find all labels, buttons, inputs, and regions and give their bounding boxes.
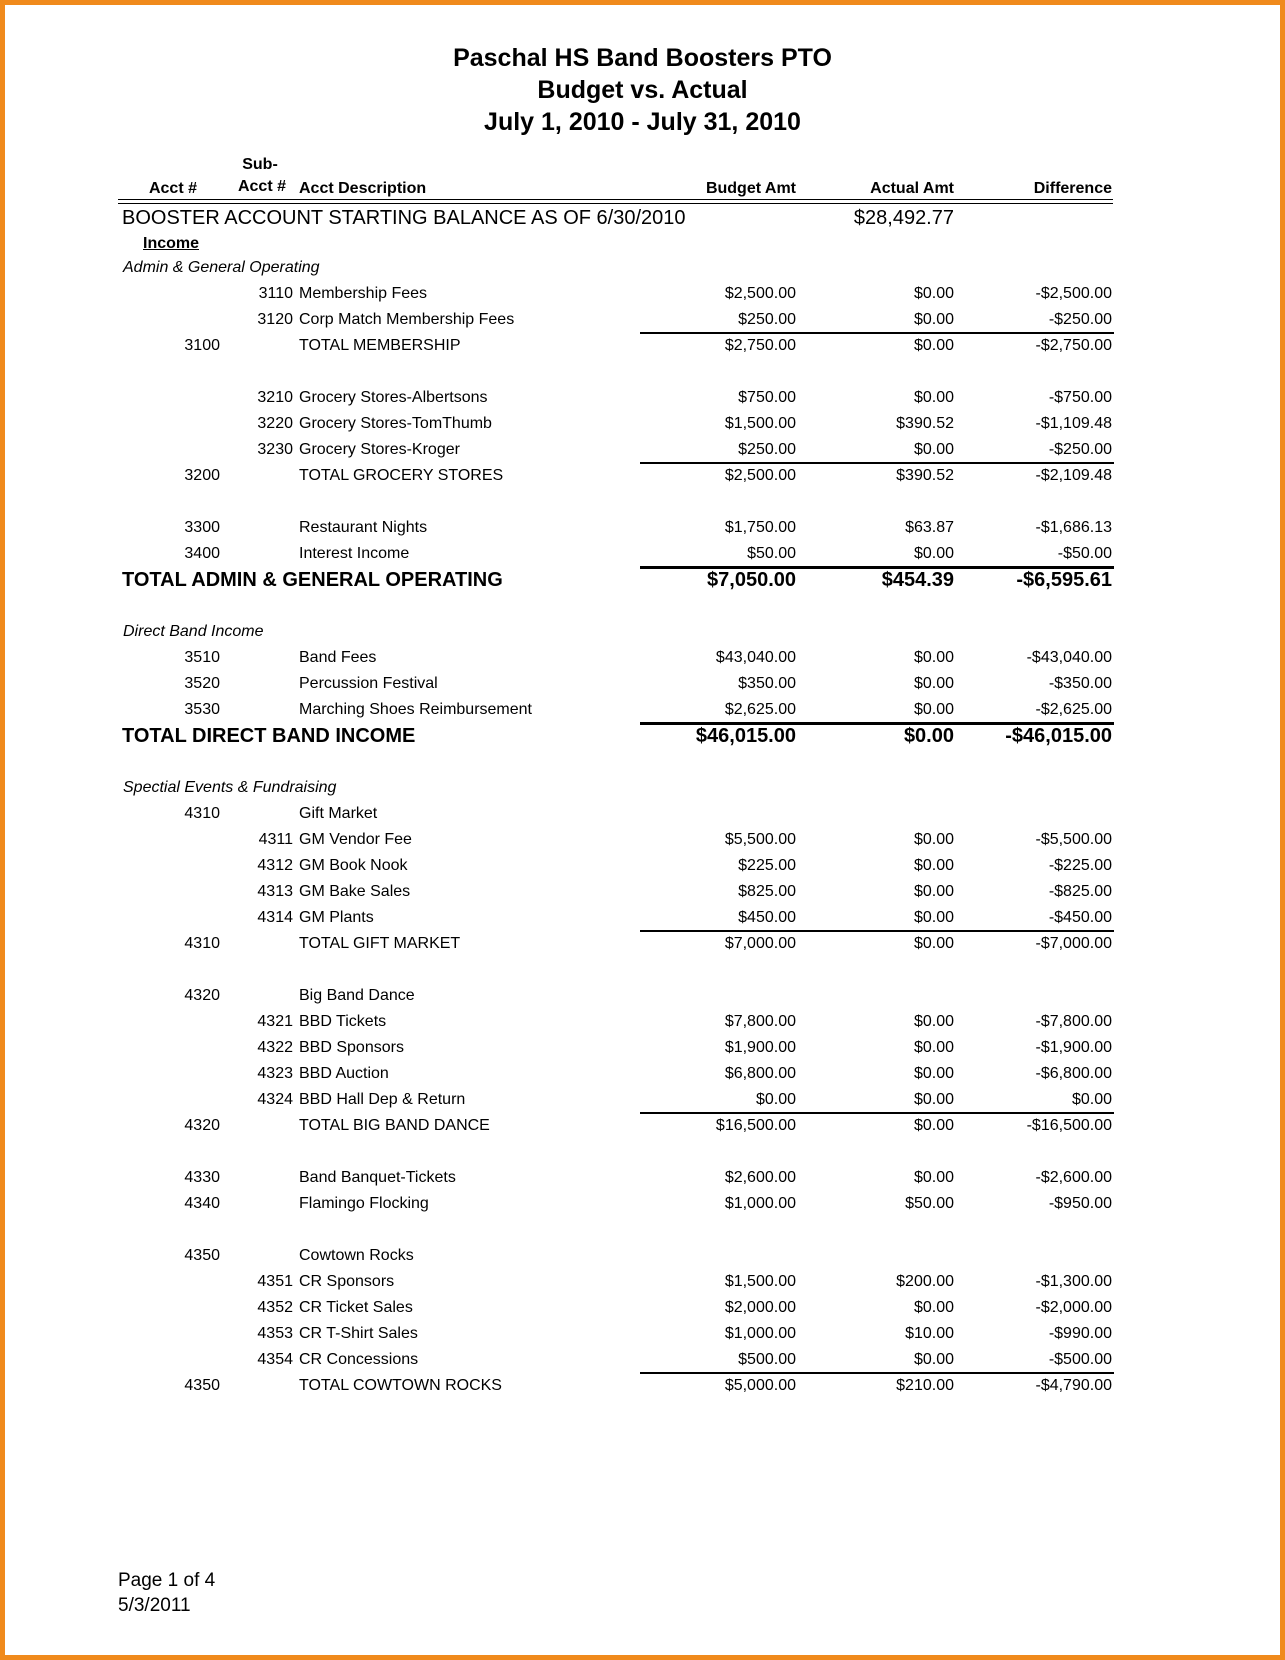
budget-cell: $250.00 [738,441,796,458]
acct-cell: 4320 [184,1117,220,1134]
sub-acct-cell: 4323 [257,1065,293,1082]
actual-cell: $0.00 [913,285,954,302]
difference-cell: -$7,800.00 [1035,1013,1112,1030]
actual-cell: $0.00 [903,725,954,747]
budget-cell: $2,625.00 [724,701,796,718]
starting-balance-label: BOOSTER ACCOUNT STARTING BALANCE AS OF 6/30/2010 [122,207,686,229]
acct-cell: 3530 [184,701,220,718]
acct-cell: 4350 [184,1377,220,1394]
difference-cell: -$2,600.00 [1035,1169,1112,1186]
desc-cell: TOTAL BIG BAND DANCE [299,1117,490,1134]
sub-acct-cell: 4353 [257,1325,293,1342]
actual-cell: $0.00 [913,1351,954,1368]
title-report-type: Budget vs. Actual [537,76,748,104]
table-row [0,673,1285,695]
sub-acct-cell: 4322 [257,1039,293,1056]
desc-cell: TOTAL GIFT MARKET [299,935,461,952]
desc-cell: BBD Sponsors [299,1039,404,1056]
page-number: Page 1 of 4 [118,1570,216,1591]
budget-cell: $450.00 [738,909,796,926]
desc-cell: TOTAL GROCERY STORES [299,467,504,484]
subtotal-rule [640,1112,1114,1114]
difference-cell: -$350.00 [1048,675,1112,692]
difference-cell: -$950.00 [1048,1195,1112,1212]
section-heading [0,777,1285,799]
budget-cell: $43,040.00 [715,649,796,666]
sub-acct-cell: 4314 [257,909,293,926]
budget-cell: $1,900.00 [724,1039,796,1056]
table-row [0,1115,1285,1137]
budget-cell: $7,800.00 [724,1013,796,1030]
acct-cell: 4350 [184,1247,220,1264]
budget-cell: $1,750.00 [724,519,796,536]
actual-cell: $10.00 [905,1325,954,1342]
acct-cell: 3300 [184,519,220,536]
table-row [0,517,1285,539]
actual-cell: $0.00 [913,1039,954,1056]
acct-cell: 3200 [184,467,220,484]
difference-cell: -$5,500.00 [1035,831,1112,848]
desc-cell: Restaurant Nights [299,519,428,536]
budget-cell: $2,500.00 [724,467,796,484]
desc-cell: Percussion Festival [299,675,438,692]
subtotal-rule [640,930,1114,932]
desc-cell: Flamingo Flocking [299,1195,429,1212]
sub-acct-cell: 4312 [257,857,293,874]
budget-cell: $6,800.00 [724,1065,796,1082]
table-row [0,439,1285,461]
actual-cell: $210.00 [896,1377,954,1394]
actual-cell: $0.00 [913,935,954,952]
acct-cell: 3520 [184,675,220,692]
budget-cell: $500.00 [738,1351,796,1368]
sub-acct-cell: 3210 [257,389,293,406]
desc-cell: Cowtown Rocks [299,1247,414,1264]
actual-cell: $63.87 [905,519,954,536]
difference-cell: -$4,790.00 [1035,1377,1112,1394]
budget-cell: $7,000.00 [724,935,796,952]
section-heading [0,621,1285,643]
sub-acct-cell: 4313 [257,883,293,900]
desc-cell: BBD Tickets [299,1013,387,1030]
header-budget: Budget Amt [705,180,796,197]
sub-acct-cell: 3120 [257,311,293,328]
difference-cell: -$43,040.00 [1026,649,1112,666]
difference-cell: -$2,109.48 [1035,467,1112,484]
acct-cell: 3510 [184,649,220,666]
desc-cell: CR T-Shirt Sales [299,1325,418,1342]
sub-acct-cell: 3220 [257,415,293,432]
desc-cell: TOTAL DIRECT BAND INCOME [122,725,416,747]
table-row [0,1349,1285,1371]
actual-cell: $0.00 [913,1091,954,1108]
desc-cell: Grocery Stores-Albertsons [299,389,488,406]
actual-cell: $0.00 [913,337,954,354]
table-row [0,1271,1285,1293]
desc-cell: Grocery Stores-TomThumb [299,415,492,432]
difference-cell: -$1,109.48 [1035,415,1112,432]
acct-cell: 4320 [184,987,220,1004]
budget-cell: $0.00 [755,1091,796,1108]
header-sub-bottom: Acct # [237,178,286,195]
desc-cell: BBD Auction [299,1065,389,1082]
difference-cell: -$1,300.00 [1035,1273,1112,1290]
budget-cell: $5,500.00 [724,831,796,848]
table-row [0,647,1285,669]
actual-cell: $390.52 [896,467,954,484]
table-row [0,413,1285,435]
difference-cell: -$2,000.00 [1035,1299,1112,1316]
difference-cell: -$500.00 [1048,1351,1112,1368]
subtotal-rule [640,1372,1114,1374]
desc-cell: Band Fees [299,649,377,666]
page-footer [118,1568,215,1618]
difference-cell: -$2,500.00 [1035,285,1112,302]
header-acct: Acct # [148,180,197,197]
difference-cell: -$1,900.00 [1035,1039,1112,1056]
difference-cell: -$46,015.00 [1005,725,1112,747]
table-row [0,1037,1285,1059]
desc-cell: BBD Hall Dep & Return [299,1091,466,1108]
sub-acct-cell: 4321 [257,1013,293,1030]
difference-cell: -$6,800.00 [1035,1065,1112,1082]
difference-cell: -$990.00 [1048,1325,1112,1342]
table-row [0,699,1285,721]
actual-cell: $0.00 [913,701,954,718]
desc-cell: Big Band Dance [299,987,415,1004]
starting-balance-amount: $28,492.77 [853,207,954,229]
budget-cell: $1,500.00 [724,415,796,432]
desc-cell: CR Concessions [299,1351,419,1368]
actual-cell: $0.00 [913,1169,954,1186]
actual-cell: $0.00 [913,883,954,900]
desc-cell: Gift Market [299,805,378,822]
group-total-row [0,566,1285,594]
difference-cell: -$2,750.00 [1035,337,1112,354]
desc-cell: Marching Shoes Reimbursement [299,701,532,718]
difference-cell: -$2,625.00 [1035,701,1112,718]
header-difference: Difference [1033,180,1112,197]
difference-cell: -$250.00 [1048,441,1112,458]
title-org: Paschal HS Band Boosters PTO [453,44,832,72]
difference-cell: -$1,686.13 [1035,519,1112,536]
sub-acct-cell: 4351 [257,1273,293,1290]
actual-cell: $390.52 [896,415,954,432]
actual-cell: $200.00 [896,1273,954,1290]
budget-cell: $225.00 [738,857,796,874]
budget-cell: $46,015.00 [695,725,796,747]
actual-cell: $0.00 [913,545,954,562]
desc-cell: TOTAL COWTOWN ROCKS [299,1377,502,1394]
actual-cell: $0.00 [913,675,954,692]
table-row [0,1245,1285,1267]
subtotal-rule [640,462,1114,464]
budget-cell: $50.00 [747,545,796,562]
acct-cell: 4330 [184,1169,220,1186]
actual-cell: $0.00 [913,1117,954,1134]
table-row [0,1089,1285,1111]
budget-cell: $750.00 [738,389,796,406]
difference-cell: -$750.00 [1048,389,1112,406]
income-heading: Income [143,235,200,252]
difference-cell: -$225.00 [1048,857,1112,874]
desc-cell: GM Bake Sales [299,883,411,900]
section-title: Admin & General Operating [123,259,320,276]
desc-cell: GM Book Nook [299,857,408,874]
difference-cell: -$450.00 [1048,909,1112,926]
acct-cell: 3400 [184,545,220,562]
desc-cell: CR Ticket Sales [299,1299,413,1316]
section-title: Spectial Events & Fundraising [123,779,337,796]
header-actual: Actual Amt [870,180,954,197]
table-row [0,1011,1285,1033]
difference-cell: -$16,500.00 [1026,1117,1112,1134]
table-row [0,309,1285,331]
budget-cell: $1,000.00 [724,1325,796,1342]
budget-cell: $5,000.00 [724,1377,796,1394]
table-row [0,283,1285,305]
difference-cell: -$7,000.00 [1035,935,1112,952]
sub-acct-cell: 4324 [257,1091,293,1108]
difference-cell: -$6,595.61 [1016,569,1112,591]
budget-cell: $2,600.00 [724,1169,796,1186]
report-date: 5/3/2011 [118,1595,191,1616]
table-row [0,855,1285,877]
desc-cell: Membership Fees [299,285,428,302]
budget-cell: $2,750.00 [724,337,796,354]
sub-acct-cell: 4311 [258,831,293,848]
difference-cell: -$250.00 [1048,311,1112,328]
actual-cell: $0.00 [913,857,954,874]
actual-cell: $0.00 [913,909,954,926]
desc-cell: Grocery Stores-Kroger [299,441,460,458]
section-heading [0,257,1285,279]
table-row [0,933,1285,955]
sub-acct-cell: 4354 [257,1351,293,1368]
table-row [0,907,1285,929]
table-row [0,335,1285,357]
acct-cell: 4310 [184,935,220,952]
table-row [0,829,1285,851]
table-row [0,1375,1285,1397]
table-row [0,465,1285,487]
difference-cell: $0.00 [1071,1091,1112,1108]
table-row [0,543,1285,565]
subtotal-rule [640,332,1114,334]
difference-cell: -$825.00 [1048,883,1112,900]
desc-cell: TOTAL ADMIN & GENERAL OPERATING [122,569,503,591]
desc-cell: Interest Income [299,545,410,562]
actual-cell: $50.00 [905,1195,954,1212]
budget-cell: $250.00 [738,311,796,328]
budget-cell: $16,500.00 [715,1117,796,1134]
desc-cell: GM Plants [299,909,374,926]
table-row [0,387,1285,409]
sub-acct-cell: 3110 [258,285,293,302]
table-row [0,881,1285,903]
difference-cell: -$50.00 [1057,545,1112,562]
budget-cell: $1,500.00 [724,1273,796,1290]
table-row [0,1063,1285,1085]
actual-cell: $454.39 [881,569,954,591]
actual-cell: $0.00 [913,1013,954,1030]
acct-cell: 4340 [184,1195,220,1212]
budget-cell: $350.00 [738,675,796,692]
budget-cell: $1,000.00 [724,1195,796,1212]
table-row [0,1193,1285,1215]
desc-cell: GM Vendor Fee [299,831,412,848]
section-title: Direct Band Income [123,623,264,640]
budget-cell: $7,050.00 [707,569,796,591]
acct-cell: 3100 [184,337,220,354]
table-row [0,985,1285,1007]
sub-acct-cell: 4352 [257,1299,293,1316]
actual-cell: $0.00 [913,1065,954,1082]
group-total-row [0,722,1285,750]
sub-acct-cell: 3230 [257,441,293,458]
table-row [0,1323,1285,1345]
actual-cell: $0.00 [913,311,954,328]
table-row [0,1167,1285,1189]
actual-cell: $0.00 [913,831,954,848]
actual-cell: $0.00 [913,389,954,406]
acct-cell: 4310 [184,805,220,822]
desc-cell: TOTAL MEMBERSHIP [299,337,461,354]
budget-cell: $2,500.00 [724,285,796,302]
header-description: Acct Description [299,180,427,197]
header-sub-top: Sub- [242,156,278,173]
actual-cell: $0.00 [913,1299,954,1316]
actual-cell: $0.00 [913,649,954,666]
table-row [0,803,1285,825]
desc-cell: Corp Match Membership Fees [299,311,515,328]
title-period: July 1, 2010 - July 31, 2010 [484,108,801,136]
desc-cell: CR Sponsors [299,1273,395,1290]
desc-cell: Band Banquet-Tickets [299,1169,456,1186]
budget-cell: $2,000.00 [724,1299,796,1316]
actual-cell: $0.00 [913,441,954,458]
budget-cell: $825.00 [738,883,796,900]
table-row [0,1297,1285,1319]
